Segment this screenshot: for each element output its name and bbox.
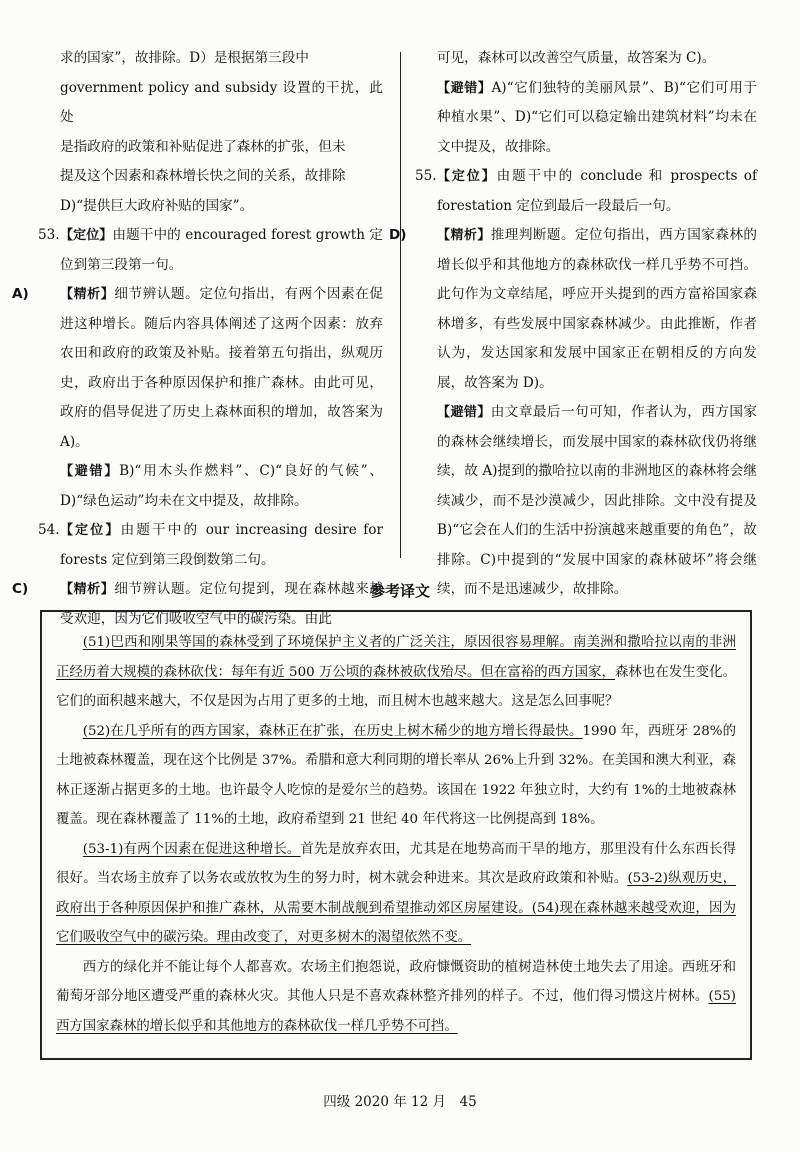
q54-answer: C) — [12, 581, 29, 597]
q52-cont-line-1: 求的国家”，故排除。D）是根据第三段中 — [60, 50, 309, 66]
left-column — [12, 44, 383, 634]
q55-answer: D) — [389, 227, 407, 243]
ref-paragraph-3 — [56, 835, 736, 953]
ref-p3-underlined-2: (53-2)纵观历史，政府出于各种原因保护和推广森林，从需要木制战舰到希望推动郊区房屋建设。(54)现在森林越来越受欢迎，因为它们吸收空气中的碳污染。理由改变了，对更多树木的渴望依然不变。 — [56, 871, 736, 945]
ref-paragraph-4 — [56, 953, 736, 1042]
locate-tag: 【定位】 — [60, 523, 121, 538]
ref-p2-rest: 1990 年，西班牙 28%的土地被森林覆盖，现在这个比例是 37%。希腊和意大利同期的增长率从 26%上升到 32%。在美国和澳大利亚，森林正逐渐占据更多的土地。也许最令人吃惊的是爱尔兰的趋势。该国在 1922 年独立时，大约有 1%的土地被森林覆盖。现在森林覆盖了 11%的土地，政府希望到 21 世纪 40 年代将这一比例提高到 18%。 — [56, 723, 736, 827]
locate-tag: 【定位】 — [437, 169, 497, 184]
column-divider — [400, 52, 401, 558]
page-footer: 四级 2020 年 12 月 45 — [323, 1094, 477, 1110]
avoid-tag: 【避错】 — [437, 405, 491, 420]
avoid-tag: 【避错】 — [437, 80, 492, 96]
ref-p3-mid: 首先是放弃农田，尤其是在地势高而干旱的地方，那里没有什么东西长得很好。当农场主放弃了以务农或放牧为生的努力时，树木就会种进来。其次是政府政策和补贴。 — [56, 841, 736, 886]
q53-locate — [38, 221, 383, 280]
q55-number: 55. — [415, 168, 437, 184]
ref-p2-underlined: (52)在几乎所有的西方国家，森林正在扩张，在历史上树木稀少的地方增长得最快。 — [82, 723, 583, 739]
ref-p4-rest: 西方的绿化并不能让每个人都喜欢。农场主们抱怨说，政府慷慨资助的植树造林使土地失去了用途。西班牙和葡萄牙部分地区遭受严重的森林火灾。其他人只是不喜欢森林整齐排列的样子。不过，他们得习惯这片树林。 — [56, 959, 736, 1004]
q53-locate-text: 由题干中的 encouraged forest growth 定位到第三段第一句。 — [60, 227, 383, 273]
analysis-tag: 【精析】 — [60, 287, 115, 302]
reference-translation-box — [40, 610, 752, 1060]
q53-avoid-text: B)“用木头作燃料”、C)“良好的气候”、D)“绿色运动”均未在文中提及，故排除。 — [60, 463, 383, 509]
q52-cont-line-4: 提及这个因素和森林增长快之间的关系，故排除 — [60, 168, 346, 184]
q55-analysis-text: 推理判断题。定位句指出，西方国家森林的增长似乎和其他地方的森林砍伐一样几乎势不可挡。此句作为文章结尾，呼应开头提到的西方富裕国家森林增多，有些发展中国家森林减少。由此推断，作者认为，发达国家和发展中国家正在朝相反的方向发展，故答案为 D)。 — [437, 227, 757, 391]
q53-analysis-text: 细节辨认题。定位句指出，有两个因素在促进这种增长。随后内容具体阐述了这两个因素：放弃农田和政府的政策及补贴。接着第五句指出，纵观历史，政府出于各种原因保护和推广森林。由此可见，政府的倡导促进了历史上森林面积的增加，故答案为 A)。 — [60, 286, 383, 450]
ref-p3-underlined-1: (53-1)有两个因素在促进这种增长。 — [82, 841, 301, 857]
q54-cont: 可见，森林可以改善空气质量，故答案为 C)。 — [437, 50, 716, 66]
ref-paragraph-2 — [56, 717, 736, 835]
q53-number: 53. — [38, 227, 60, 243]
avoid-tag: 【避错】 — [60, 464, 120, 479]
q53-avoid — [38, 457, 383, 516]
q53-analysis — [12, 280, 383, 457]
q55-locate-text: 由题干中的 conclude 和 prospects of forestation 定位到最后一段最后一句。 — [437, 168, 757, 214]
ref-p1-rest: 森林也在发生变化。它们的面积越来越大，不仅是因为占用了更多的土地，而且树木也越来越大。这是怎么回事呢？ — [56, 664, 737, 709]
locate-tag: 【定位】 — [60, 228, 113, 243]
analysis-tag: 【精析】 — [60, 582, 115, 597]
q55-avoid-text: 由文章最后一句可知，作者认为，西方国家的森林会继续增长，而发展中国家的森林砍伐仍将继续，故 A)提到的撒哈拉以南的非洲地区的森林将会继续减少，而不是沙漠减少，因此排除。文中没有提及 B)“它会在人们的生活中扮演越来越重要的角色”，故排除。C)中提到的“发展中国家的森林破坏”将会继续，而不是迅速减少，故排除。 — [437, 404, 757, 597]
ref-paragraph-1 — [56, 628, 736, 717]
q54-analysis-text: 细节辨认题。定位句提到，现在森林越来越受欢迎，因为它们吸收空气中的碳污染。由此 — [60, 581, 383, 627]
ref-p1-underlined: (51)巴西和刚果等国的森林受到了环境保护主义者的广泛关注，原因很容易理解。南美洲和撒哈拉以南的非洲正经历着大规模的森林砍伐：每年有近 500 万公顷的森林被砍伐殆尽。但在富裕的西方国家， — [56, 635, 736, 680]
q52-cont-line-5: D)“提供巨大政府补贴的国家”。 — [60, 197, 254, 214]
q55-avoid — [415, 398, 757, 605]
q54-avoid-text: A)“它们独特的美丽风景”、B)“它们可用于种植水果”、D)“它们可以稳定输出建筑材料”均未在文中提及，故排除。 — [437, 79, 757, 155]
reference-title: 参考译文 — [369, 582, 430, 600]
ref-p4-underlined: (55)西方国家森林的增长似乎和其他地方的森林砍伐一样几乎势不可挡。 — [56, 989, 736, 1034]
q53-answer: A) — [12, 286, 29, 302]
q55-locate — [415, 162, 757, 221]
q52-cont-line-2: government policy and subsidy 设置的干扰，此处 — [60, 79, 383, 125]
q54-avoid — [415, 74, 757, 163]
q54-locate-text: 由题干中的 our increasing desire for forests 定位到第三段倒数第二句。 — [60, 522, 383, 568]
q55-analysis — [389, 221, 757, 398]
q54-locate — [38, 516, 383, 575]
q52-cont-line-3: 是指政府的政策和补贴促进了森林的扩张，但未 — [60, 138, 346, 155]
q54-number: 54. — [38, 522, 60, 538]
analysis-tag: 【精析】 — [437, 228, 491, 243]
